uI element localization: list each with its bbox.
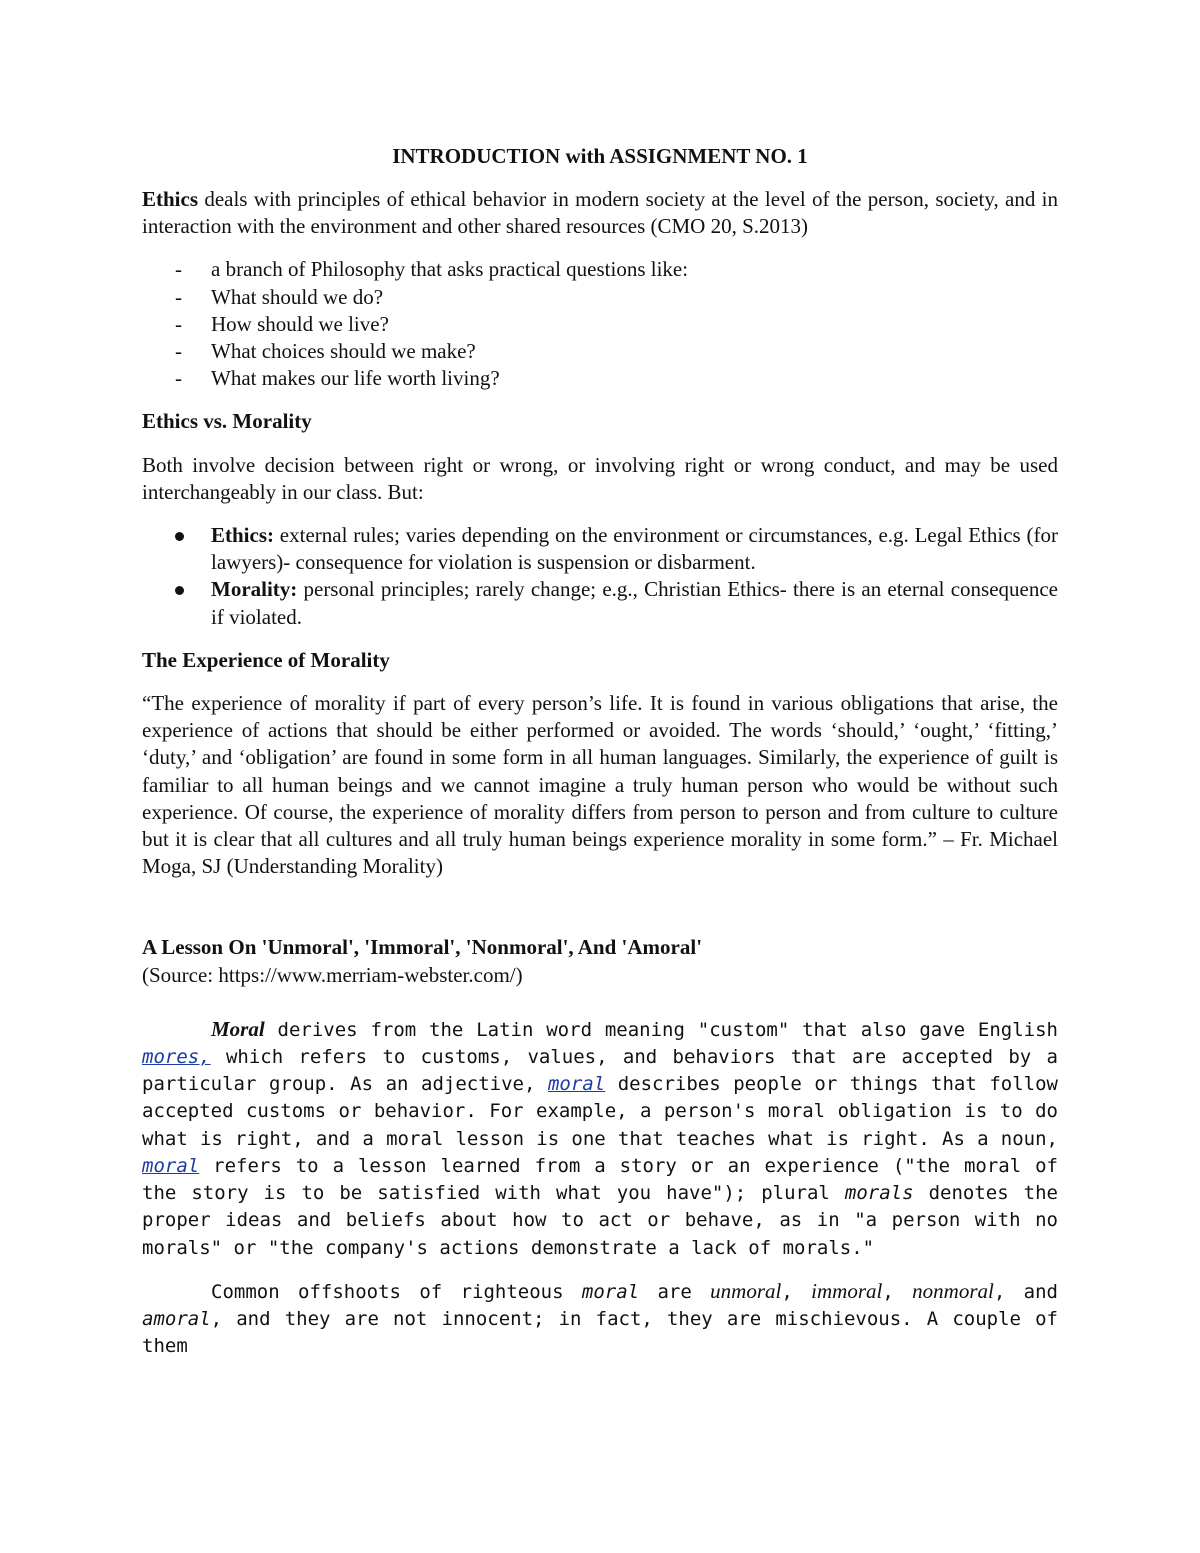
morality-quote: “The experience of morality if part of every person’s life. It is found in various obligations that arise, the experience of actions that should be either performed or avoided. The words ‘should,’ ‘ought,’ ‘fitting,’ ‘duty,’ and ‘obligation’ are found in some form in all human languages. Similarly, the experience of guilt is familiar to all human beings and we cannot imagine a truly human person who would be without such experience. Of course, the experience of morality differs from person to person and from culture to culture but it is clear that all cultures and all truly human beings experience morality in some form.” – Fr. Michael Moga, SJ (Understanding Morality): [142, 691, 1058, 879]
document-title: INTRODUCTION with ASSIGNMENT NO. 1: [392, 144, 808, 168]
paragraph-text: describes people or things that follow accepted customs or behavior. For example, a person's moral obligation is to do what is right, and a moral lesson is one that teaches what is right. As a noun,: [142, 1073, 1058, 1150]
spacer: [142, 1006, 1058, 1016]
list-item-text: What should we do?: [211, 284, 384, 309]
bullet-item-morality: [142, 576, 1058, 630]
section-heading-lesson: A Lesson On 'Unmoral', 'Immoral', 'Nonmoral', And 'Amoral': [142, 935, 703, 960]
bullet-term: Morality:: [211, 577, 298, 602]
paragraph-text: which refers to customs, values, and behaviors that are accepted by a particular group. As an adjective,: [142, 1046, 1058, 1096]
paragraph-text: Common offshoots of righteous: [211, 1280, 582, 1303]
link-moral-adjective[interactable]: moral: [547, 1073, 606, 1096]
term-nonmoral: nonmoral: [912, 1278, 994, 1303]
paragraph-text: denotes the proper ideas and beliefs about how to act or behave, as in "a person with no morals" or "the company's actions demonstrate a lack of morals.": [142, 1182, 1058, 1259]
intro-text: deals with principles of ethical behavior in modern society at the level of the person, society, and in interaction with the environment and other shared resources (CMO 20, S.2013): [142, 187, 1058, 239]
section-heading-ethics-vs-morality: Ethics vs. Morality: [142, 409, 312, 434]
list-item: [142, 256, 1058, 283]
paragraph-text: , and: [993, 1280, 1058, 1303]
dash-marker: -: [175, 339, 182, 364]
term-amoral: amoral: [142, 1307, 211, 1330]
bullet-icon: [175, 586, 184, 595]
ethics-morality-paragraph: Both involve decision between right or wrong, or involving right or wrong conduct, and may be used interchangeably in our class. But:: [142, 452, 1058, 504]
paragraph-text: are: [639, 1280, 711, 1303]
dash-marker: -: [175, 366, 182, 391]
link-mores[interactable]: mores,: [142, 1046, 211, 1069]
paragraph-text: derives from the Latin word meaning "custom" that also gave English: [264, 1018, 1058, 1041]
list-item: [142, 311, 1058, 338]
paragraph-text: ,: [781, 1280, 812, 1303]
term-morals: morals: [844, 1182, 914, 1205]
spacer: [142, 880, 1058, 934]
bullet-icon: [175, 532, 184, 541]
list-item-text: How should we live?: [211, 311, 389, 336]
dash-marker: -: [175, 311, 182, 336]
bullet-term: Ethics:: [211, 523, 274, 548]
dash-marker: -: [175, 257, 182, 282]
list-item-text: What choices should we make?: [211, 339, 476, 364]
list-item: [142, 365, 1058, 392]
source-line: (Source: https://www.merriam-webster.com/): [142, 962, 523, 987]
section-heading-experience-of-morality: The Experience of Morality: [142, 647, 390, 672]
list-item: [142, 338, 1058, 365]
ethics-morality-bullets: [142, 522, 1058, 631]
term-immoral: immoral: [811, 1278, 883, 1303]
link-moral-noun[interactable]: moral: [142, 1154, 200, 1177]
paragraph-text: , and they are not innocent; in fact, they are mischievous. A couple of them: [142, 1307, 1058, 1358]
document-page: [142, 143, 1058, 1360]
dash-marker: -: [175, 284, 182, 309]
paragraph-text: ,: [882, 1280, 913, 1303]
paragraph-text: refers to a lesson learned from a story or an experience ("the moral of the story is to be satisfied with what you have"); plural: [142, 1154, 1058, 1205]
moral-paragraph: [142, 1016, 1058, 1262]
list-item: [142, 284, 1058, 311]
offshoots-paragraph: [142, 1278, 1058, 1361]
list-item-text: What makes our life worth living?: [211, 366, 500, 391]
bullet-item-ethics: [142, 522, 1058, 576]
intro-term: Ethics: [142, 187, 199, 211]
intro-paragraph: [142, 186, 1058, 240]
term-unmoral: unmoral: [710, 1278, 782, 1303]
questions-list: [142, 256, 1058, 392]
bullet-text: external rules; varies depending on the environment or circumstances, e.g. Legal Ethics (for lawyers)- consequence for violation is suspension or disbarment.: [211, 523, 1058, 575]
bullet-text: personal principles; rarely change; e.g., Christian Ethics- there is an eternal consequence if violated.: [211, 577, 1058, 629]
term-moral: moral: [581, 1280, 640, 1303]
list-item-text: a branch of Philosophy that asks practical questions like:: [211, 257, 689, 282]
term-moral: Moral: [211, 1016, 265, 1041]
